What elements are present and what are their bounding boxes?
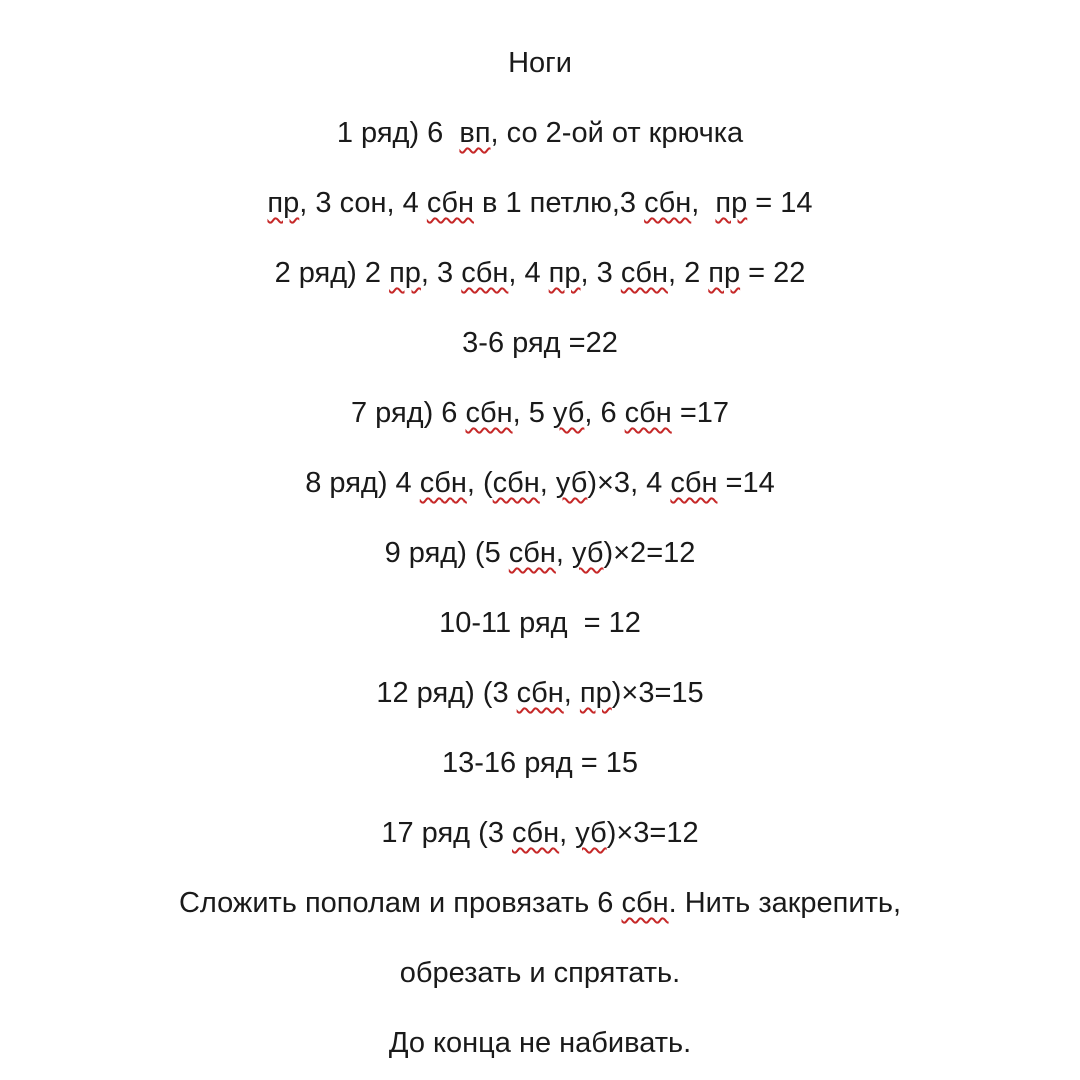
text: 1 ряд) 6 bbox=[336, 117, 460, 149]
misspelled-word: сбн bbox=[419, 467, 467, 499]
line-finishing-3 bbox=[0, 1025, 1080, 1061]
misspelled-word: сбн bbox=[624, 397, 672, 429]
text: , bbox=[555, 537, 573, 569]
text: )×3, 4 bbox=[587, 467, 671, 499]
misspelled-word: сбн bbox=[516, 677, 564, 709]
text: , bbox=[559, 817, 576, 849]
misspelled-word: уб bbox=[552, 397, 585, 429]
misspelled-word: сбн bbox=[461, 257, 509, 289]
misspelled-word: пр bbox=[548, 257, 581, 289]
text: 9 ряд) (5 bbox=[384, 537, 509, 569]
line-row-12 bbox=[0, 675, 1080, 711]
text: , bbox=[691, 187, 716, 219]
line-row-10-11 bbox=[0, 605, 1080, 641]
misspelled-word: сбн bbox=[426, 187, 474, 219]
text: = 22 bbox=[740, 257, 806, 289]
misspelled-word: уб bbox=[572, 537, 604, 569]
misspelled-word: пр bbox=[708, 257, 741, 289]
line-row-1-continued bbox=[0, 185, 1080, 221]
text: = 14 bbox=[747, 187, 813, 219]
text: , 3 bbox=[420, 257, 462, 289]
line-row-3-6 bbox=[0, 325, 1080, 361]
misspelled-word: вп bbox=[459, 117, 491, 149]
text: 10-11 ряд = 12 bbox=[439, 607, 641, 639]
document-title: Ноги bbox=[508, 47, 572, 79]
text: 17 ряд (3 bbox=[381, 817, 513, 849]
misspelled-word: сбн bbox=[670, 467, 718, 499]
text: , bbox=[539, 467, 556, 499]
text: , 5 bbox=[512, 397, 553, 429]
text: =17 bbox=[671, 397, 730, 429]
text: 2 ряд) 2 bbox=[274, 257, 390, 289]
misspelled-word: пр bbox=[267, 187, 300, 219]
misspelled-word: сбн bbox=[512, 817, 560, 849]
misspelled-word: сбн bbox=[620, 257, 668, 289]
misspelled-word: уб bbox=[575, 817, 607, 849]
text: , 3 bbox=[580, 257, 621, 289]
line-row-7 bbox=[0, 395, 1080, 431]
text: )×3=15 bbox=[611, 677, 704, 709]
line-row-2 bbox=[0, 255, 1080, 291]
text: 3-6 ряд =22 bbox=[462, 327, 618, 359]
text: , 4 bbox=[508, 257, 549, 289]
text: , 6 bbox=[584, 397, 625, 429]
text: , 3 сон, 4 bbox=[299, 187, 427, 219]
misspelled-word: уб bbox=[555, 467, 588, 499]
text: =14 bbox=[717, 467, 775, 499]
text: До конца не набивать. bbox=[388, 1027, 692, 1059]
misspelled-word: сбн bbox=[621, 887, 669, 919]
text: , ( bbox=[466, 467, 493, 499]
text: в 1 петлю,3 bbox=[473, 187, 645, 219]
misspelled-word: пр bbox=[715, 187, 748, 219]
text: Сложить пополам и провязать 6 bbox=[178, 887, 622, 919]
misspelled-word: пр bbox=[579, 677, 612, 709]
line-finishing-2 bbox=[0, 955, 1080, 991]
text: . Нить закрепить, bbox=[668, 887, 902, 919]
text: 12 ряд) (3 bbox=[376, 677, 517, 709]
misspelled-word: пр bbox=[389, 257, 421, 289]
text: 13-16 ряд = 15 bbox=[442, 747, 638, 779]
misspelled-word: сбн bbox=[508, 537, 556, 569]
text: )×2=12 bbox=[603, 537, 696, 569]
misspelled-word: сбн bbox=[644, 187, 692, 219]
text: , со 2-ой от крючка bbox=[490, 117, 744, 149]
line-row-17 bbox=[0, 815, 1080, 851]
line-row-8 bbox=[0, 465, 1080, 501]
text: 7 ряд) 6 bbox=[350, 397, 466, 429]
misspelled-word: сбн bbox=[492, 467, 540, 499]
text: )×3=12 bbox=[606, 817, 699, 849]
line-finishing-1 bbox=[0, 885, 1080, 921]
text: обрезать и спрятать. bbox=[399, 957, 681, 989]
text: 8 ряд) 4 bbox=[305, 467, 420, 499]
text: , bbox=[563, 677, 580, 709]
line-row-13-16 bbox=[0, 745, 1080, 781]
line-row-9 bbox=[0, 535, 1080, 571]
misspelled-word: сбн bbox=[465, 397, 513, 429]
line-row-1 bbox=[0, 115, 1080, 151]
text: , 2 bbox=[667, 257, 709, 289]
